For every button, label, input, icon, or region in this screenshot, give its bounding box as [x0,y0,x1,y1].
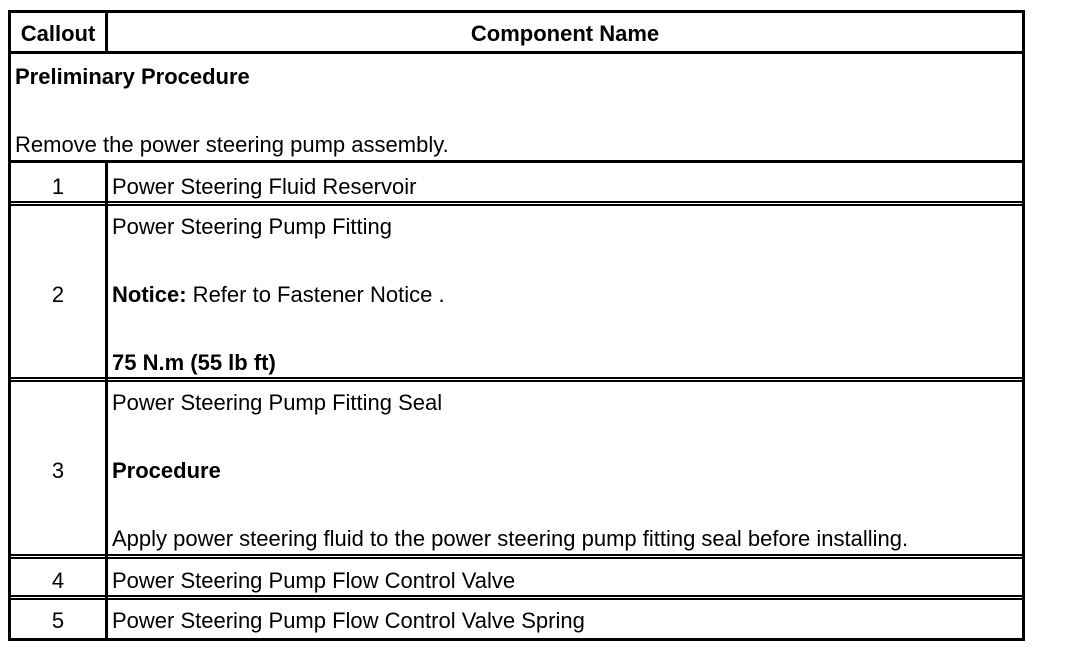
preliminary-text: Remove the power steering pump assembly. [15,132,449,157]
procedure-label-3: Procedure [112,458,221,483]
callout-4: 4 [51,568,65,593]
component-name-1: Power Steering Fluid Reservoir [112,174,417,199]
row-2-separator [11,377,1022,382]
notice-text: Refer to Fastener Notice . [186,282,445,307]
callout-2: 2 [51,282,65,307]
row-4-separator [11,595,1022,600]
component-name-4: Power Steering Pump Flow Control Valve [112,568,516,593]
preliminary-title: Preliminary Procedure [15,64,250,89]
component-name-5: Power Steering Pump Flow Control Valve Spring [112,608,585,633]
callout-1: 1 [51,174,65,199]
header-divider [105,13,108,52]
row-1-separator [11,201,1022,206]
component-table [8,10,1025,641]
callout-5: 5 [51,608,65,633]
component-name-column-header: Component Name [470,21,660,46]
header-separator [11,51,1022,54]
row-3-separator [11,554,1022,559]
column-divider [105,163,108,638]
notice-line-2 [112,282,445,308]
procedure-text-3: Apply power steering fluid to the power steering pump fitting seal before installing. [112,526,909,551]
callout-column-header: Callout [20,21,96,46]
component-name-2: Power Steering Pump Fitting [112,214,393,239]
callout-3: 3 [51,458,65,483]
notice-label: Notice: [112,282,187,307]
preliminary-separator [11,160,1022,163]
component-name-3: Power Steering Pump Fitting Seal [112,390,443,415]
torque-spec-2: 75 N.m (55 lb ft) [112,350,276,375]
